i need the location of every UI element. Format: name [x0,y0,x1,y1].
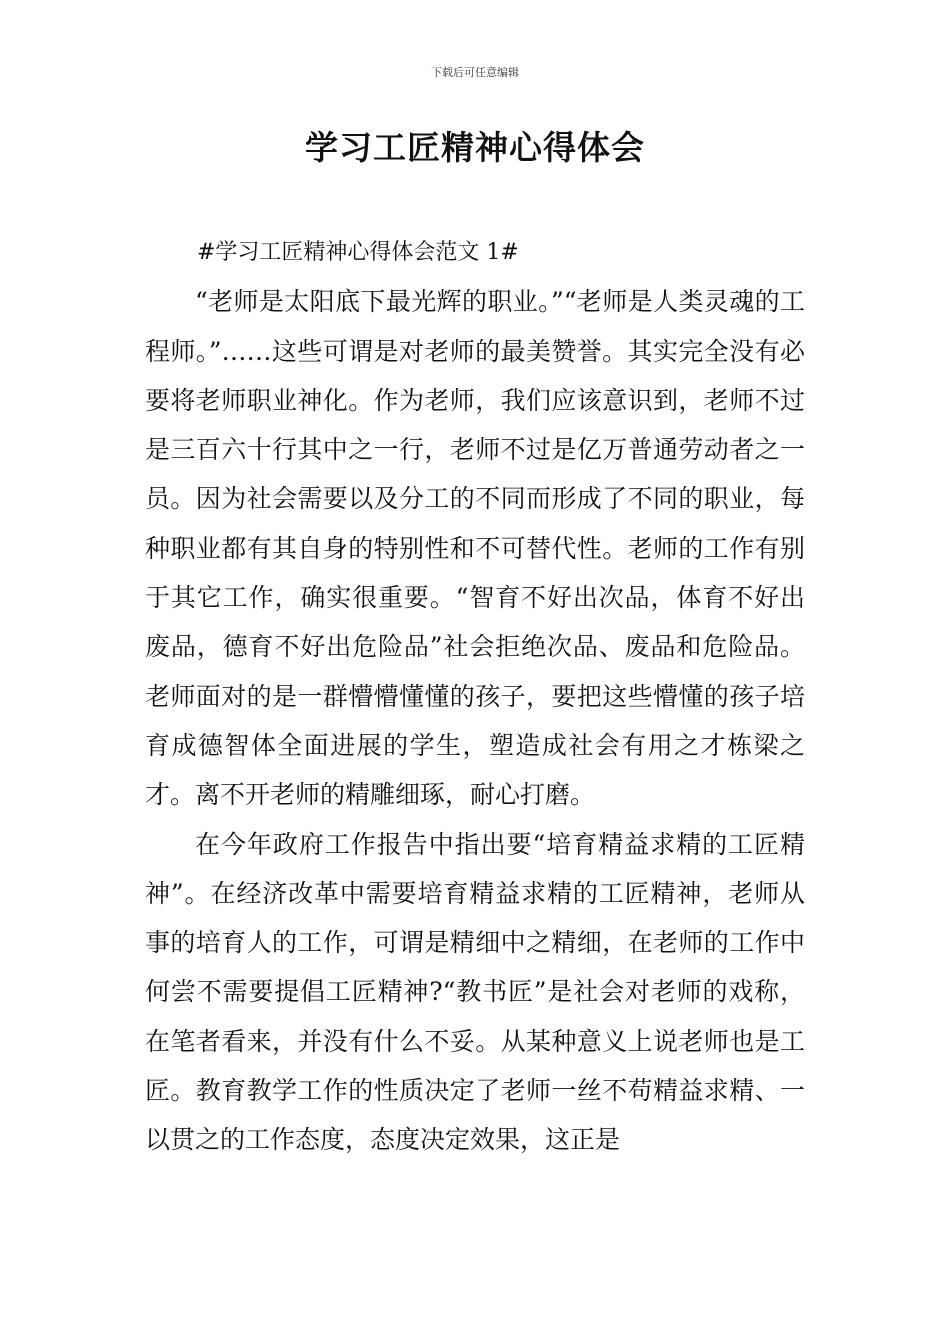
paragraph-2: 在今年政府工作报告中指出要“培育精益求精的工匠精神”。在经济改革中需要培育精益求精的工匠精神，老师从事的培育人的工作，可谓是精细中之精细，在老师的工作中何尝不需要提倡工匠精神?“教书匠”是社会对老师的戏称，在笔者看来，并没有什么不妥。从某种意义上说老师也是工匠。教育教学工作的性质决定了老师一丝不苟精益求精、一以贯之的工作态度，态度决定效果，这正是 [145,829,805,1155]
paragraph-1: “老师是太阳底下最光辉的职业。”“老师是人类灵魂的工程师。”……这些可谓是对老师的最美赞誉。其实完全没有必要将老师职业神化。作为老师，我们应该意识到，老师不过是三百六十行其中之一行，老师不过是亿万普通劳动者之一员。因为社会需要以及分工的不同而形成了不同的职业，每种职业都有其自身的特别性和不可替代性。老师的工作有别于其它工作，确实很重要。“智育不好出次品，体育不好出废品，德育不好出危险品”社会拒绝次品、废品和危险品。老师面对的是一群懵懵懂懂的孩子，要把这些懵懂的孩子培育成德智体全面进展的学生，塑造成社会有用之才栋梁之才。离不开老师的精雕细琢，耐心打磨。 [145,287,805,810]
section-heading: #学习工匠精神心得体会范文 1# [197,240,519,265]
document-title: 学习工匠精神心得体会 [305,128,645,167]
header-note: 下载后可任意编辑 [431,66,519,79]
document-body [145,228,805,1165]
